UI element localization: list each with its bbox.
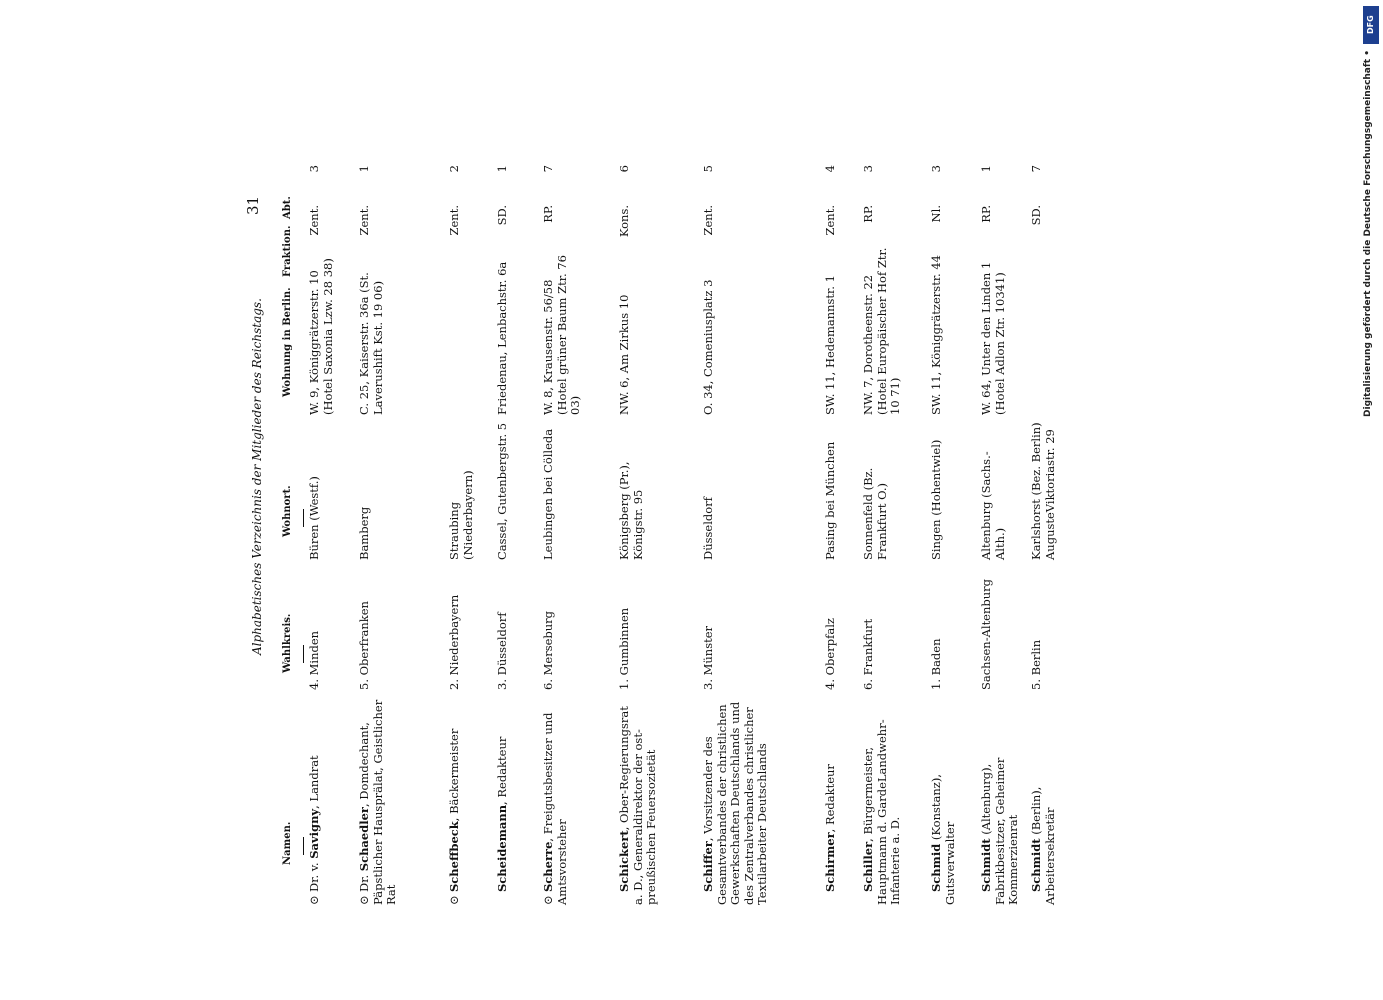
department: 3 [307,165,321,173]
column-header-wohnung: Wohnung in Berlin. [282,287,293,397]
department: 3 [861,165,875,173]
member-name [448,693,462,905]
mark-symbol: ⊙ [307,895,321,905]
berlin-address: C. 25, Kaiserstr. 36a (St. Laverushift Kst. 19 06) [357,272,385,415]
constituency: 3. Münster [701,625,715,690]
surname: Savigny [307,808,321,859]
occupation: , Freigutsbesitzer und Amtsvorsteher [541,712,569,905]
constituency: 4. Minden [307,630,321,690]
residence: Leubingen bei Cölleda [541,428,555,560]
constituency: 5. Oberfranken [357,601,371,690]
residence: Altenburg (Sachs.-Alth.) [979,451,1007,560]
constituency: 5. Berlin [1029,639,1043,690]
constituency: 2. Niederbayern [447,594,461,690]
occupation: , Ober-Regierungsrat a. D., Generaldirektor der ostpreußischen Feuersozietät [617,706,658,905]
page-title: Alphabetisches Verzeichnis der Mitglieder des Reichstags. [250,298,264,655]
faction: Zent. [823,205,837,236]
department: 1 [979,165,993,173]
member-name [308,693,322,905]
occupation: , Vorsitzender des Gesamtverbandes der christlichen Gewerkschaften Deutschlands und des Zentralverbandes christlicher Textilarbeiter Deutschlands [701,701,769,905]
faction: RP. [541,205,555,223]
column-header-fraktion: Fraktion. [282,225,293,277]
residence: Karlshorst (Bez. Berlin) AugusteViktoriastr. 29 [1029,422,1057,560]
faction: Kons. [617,205,631,238]
surname: Schmid [929,843,943,892]
faction: Zent. [447,205,461,236]
surname: Scheffbeck [447,821,461,892]
berlin-address: NW. 6, Am Zirkus 10 [617,294,631,415]
constituency: 1. Baden [929,638,943,690]
member-name [980,693,1021,905]
residence: Düsseldorf [701,497,715,560]
mark-symbol: ⊙ [541,895,555,905]
surname: Schiffer [701,841,715,892]
constituency: 4. Oberpfalz [823,618,837,690]
digitization-credit [1363,6,1383,417]
surname: Schirmer [823,832,837,892]
berlin-address: W. 9, Königgrätzerstr. 10 (Hotel Saxonia Lzw. 28 38) [307,258,335,415]
berlin-address: NW. 7, Dorotheenstr. 22 (Hotel Europäischer Hof Ztr. 10 71) [861,247,902,415]
column-header-wahlkreis: Wahlkreis. [282,614,304,673]
mark-symbol: ⊙ [357,895,371,905]
department: 6 [617,165,631,173]
mark-symbol: ⊙ [447,895,461,905]
constituency: 6. Frankfurt [861,618,875,690]
surname: Schickert [617,830,631,892]
faction: RP. [861,205,875,223]
constituency: Sachsen-Altenburg [979,578,993,690]
department: 2 [447,165,461,173]
member-name [824,693,838,905]
surname: Schaedler [357,807,371,872]
department: 1 [495,165,509,173]
dfg-logo: DFG [1363,6,1379,44]
member-name [1030,693,1057,905]
occupation: , Redakteur [823,764,837,833]
department: 7 [541,165,555,173]
surname: Schiller [861,841,875,892]
faction: Nl. [929,205,943,223]
berlin-address: SW. 11, Königgrätzerstr. 44 [929,255,943,415]
occupation: , Bäckermeister [447,728,461,822]
occupation: (Konstanz), Gutsverwalter [929,774,957,905]
residence: Cassel, Gutenbergstr. 5 [495,422,509,560]
member-name [542,693,569,905]
column-header-wohnort: Wohnort. [282,485,304,537]
surname: Scheidemann [495,804,509,892]
column-header-abt: Abt. [282,196,293,219]
occupation: (Berlin), Arbeitersekretär [1029,786,1057,905]
department: 5 [701,165,715,173]
column-header-name: Namen. [282,822,304,865]
residence: Pasing bei München [823,441,837,560]
surname: Schmidt [1029,838,1043,892]
faction: SD. [495,205,509,226]
member-name [496,693,510,905]
page-number: 31 [244,195,262,215]
name-prefix: Dr. v. [307,858,321,892]
constituency: 3. Düsseldorf [495,612,509,690]
occupation: , Bürgermeister, Hauptmann d. GardeLandwehr-Infanterie a. D. [861,719,902,905]
residence: Büren (Westf.) [307,476,321,560]
faction: Zent. [701,205,715,236]
residence: Bamberg [357,506,371,560]
constituency: 1. Gumbinnen [617,607,631,690]
member-name [702,693,770,905]
scanned-page [244,105,1150,905]
surname: Schmidt [979,838,993,892]
faction: SD. [1029,205,1043,226]
occupation: , Landrat [307,755,321,809]
faction: RP. [979,205,993,223]
berlin-address: O. 34, Comeniusplatz 3 [701,279,715,415]
department: 3 [929,165,943,173]
residence: Straubing (Niederbayern) [447,470,475,560]
berlin-address: SW. 11, Hedemannstr. 1 [823,275,837,415]
occupation: , Redakteur [495,736,509,805]
residence: Königsberg (Pr.), Königstr. 95 [617,461,645,560]
residence: Singen (Hohentwiel) [929,439,943,560]
department: 4 [823,165,837,173]
department: 1 [357,165,371,173]
occupation: (Altenburg), Fabrikbesitzer, Geheimer Kommerzienrat [979,757,1020,905]
surname: Scherre [541,841,555,892]
name-prefix: Dr. [357,871,371,892]
faction: Zent. [357,205,371,236]
credit-text: Digitalisierung gefördert durch die Deutsche Forschungsgemeinschaft • [1363,50,1373,417]
faction: Zent. [307,205,321,236]
berlin-address: W. 8, Krausenstr. 56/58 (Hotel grüner Baum Ztr. 76 03) [541,255,582,415]
member-name [618,693,659,905]
department: 7 [1029,165,1043,173]
berlin-address: W. 64, Unter den Linden 1 (Hotel Adlon Ztr. 10341) [979,261,1007,415]
berlin-address: Friedenau, Lenbachstr. 6a [495,261,509,415]
member-name [930,693,957,905]
constituency: 6. Merseburg [541,610,555,690]
member-name [862,693,903,905]
occupation: , Domdechant, Päpstlicher Hausprälat, Geistlicher Rat [357,699,398,905]
residence: Sonnenfeld (Bz. Frankfurt O.) [861,467,889,560]
member-name [358,693,399,905]
